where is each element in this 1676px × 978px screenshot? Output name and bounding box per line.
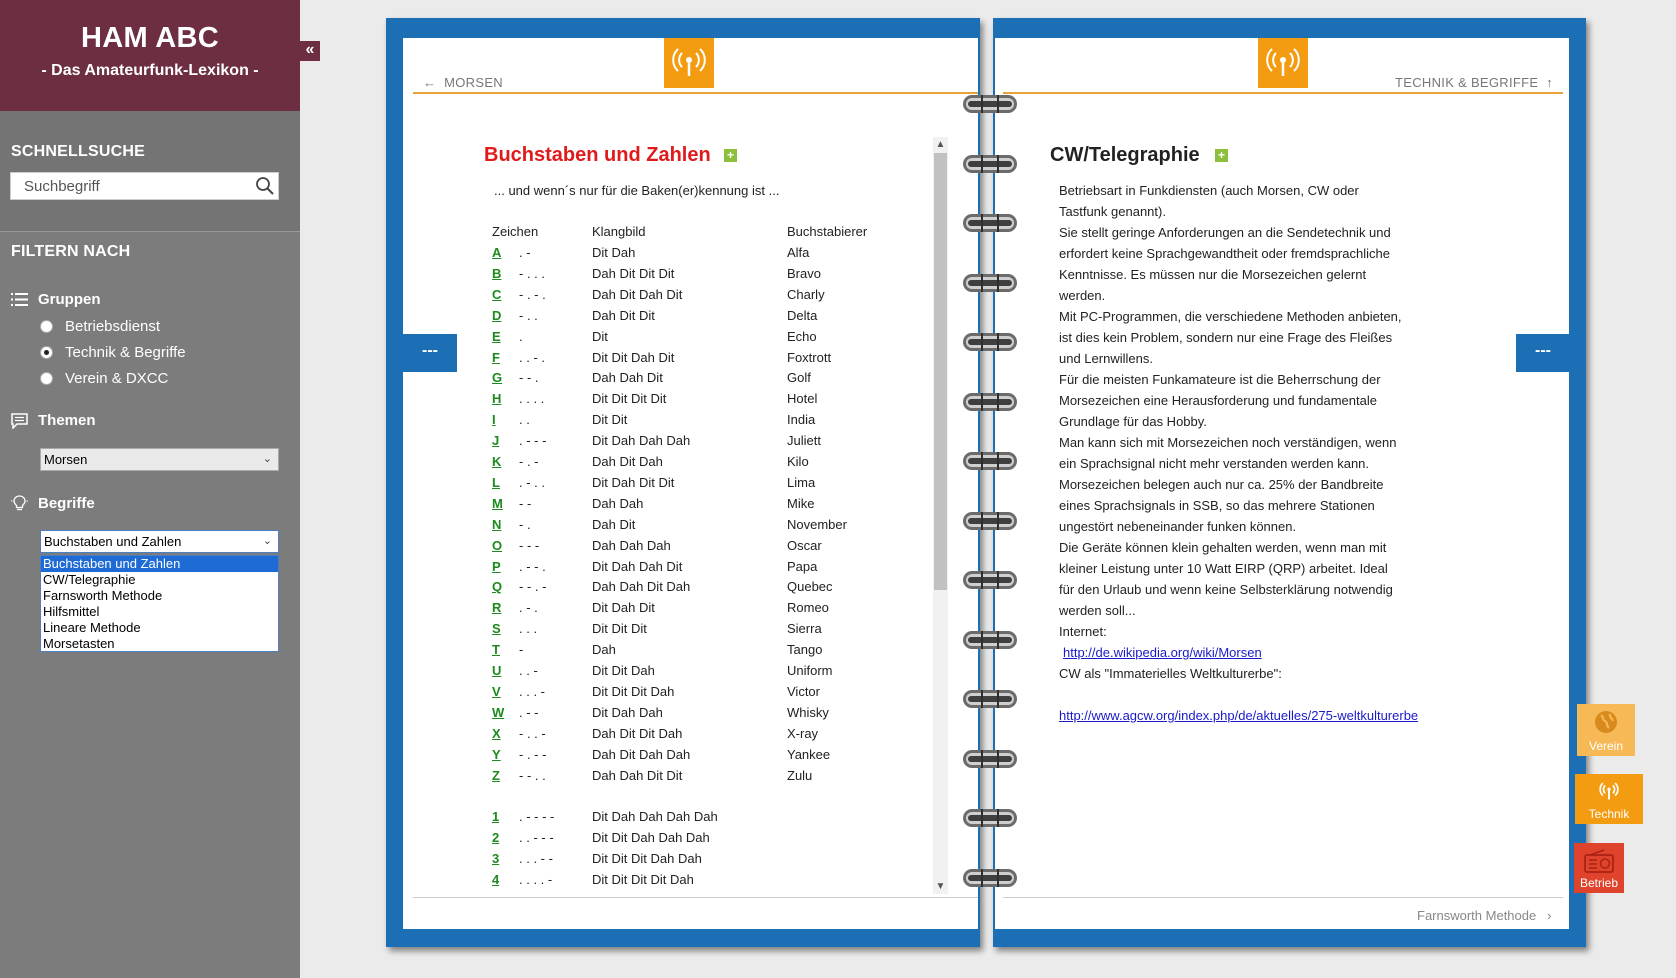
article-line: Tastfunk genannt).: [1059, 204, 1166, 219]
morse-letter-link[interactable]: S: [492, 621, 501, 637]
morse-sound: Dit Dah Dit Dit: [592, 474, 675, 490]
antenna-icon: [1595, 777, 1623, 805]
spelling-word: Echo: [787, 328, 817, 344]
binder-ring: [962, 629, 1018, 651]
article-line: Die Geräte können klein gehalten werden, wenn man mit: [1059, 540, 1387, 555]
right-page-title: CW/Telegraphie: [1050, 144, 1200, 166]
spelling-word: Lima: [787, 474, 816, 490]
morse-code: . -: [519, 245, 531, 260]
morse-letter-link[interactable]: V: [492, 683, 501, 699]
themes-select-value: Morsen: [44, 452, 88, 467]
article-line: ungestört nebeneinander funken können.: [1059, 519, 1297, 534]
article-line: erfordert keine Sprachgewandtheit oder fremdsprachliche: [1059, 246, 1390, 261]
morse-code: - . - -: [519, 746, 547, 762]
app-title: HAM ABC: [81, 22, 219, 54]
article-line: für den Urlaub und wenn keine Selbsterklärung notwendig: [1059, 582, 1393, 597]
morse-sound: Dah Dit Dit: [592, 307, 655, 323]
morse-letter-link[interactable]: U: [492, 663, 502, 678]
back-link-label: MORSEN: [444, 75, 503, 90]
morse-code: . . . .: [519, 391, 545, 407]
morse-letter-link[interactable]: W: [492, 704, 505, 720]
article-line: Betriebsart in Funkdiensten (auch Morsen, CW oder: [1059, 183, 1359, 198]
morse-code: - .: [519, 516, 531, 532]
article-line: Morsezeichen belegen auch nur ca. 25% der Bandbreite: [1059, 477, 1384, 492]
spelling-word: Juliett: [787, 433, 821, 449]
spelling-word: Uniform: [787, 663, 833, 678]
group-option-label: Betriebsdienst: [65, 318, 161, 335]
morse-code: - -: [519, 495, 532, 511]
morse-letter-link[interactable]: N: [492, 516, 502, 532]
article-line: kleiner Leistung unter 10 Watt EIRP (QRP) arbeitet. Ideal: [1059, 561, 1388, 576]
article-line: Internet:: [1059, 624, 1107, 639]
morse-sound: Dit Dit Dit Dah: [592, 683, 675, 699]
morse-letter-link[interactable]: F: [492, 349, 500, 365]
terms-select-value: Buchstaben und Zahlen: [44, 534, 182, 549]
themes-heading: [11, 412, 96, 429]
search-icon[interactable]: [255, 176, 275, 196]
terms-dropdown-list: [40, 555, 279, 652]
morse-sound: Dah Dah Dit: [592, 370, 663, 386]
agcw-link[interactable]: http://www.agcw.org/index.php/de/aktuelles/275-weltkulturerbe: [1059, 708, 1419, 723]
next-article-link[interactable]: [1417, 908, 1551, 923]
column-header: Klangbild: [592, 224, 646, 239]
morse-code: . . -: [519, 663, 538, 678]
morse-code: . - .: [519, 600, 538, 616]
morse-letter-link[interactable]: Q: [492, 579, 503, 595]
spelling-word: Tango: [787, 642, 823, 658]
morse-sound: Dit Dah Dah: [592, 704, 663, 720]
right-side-tab[interactable]: ---: [1516, 334, 1570, 372]
morse-letter-link[interactable]: X: [492, 725, 501, 741]
article-line: Mit PC-Programmen, die verschiedene Methoden anbieten,: [1059, 309, 1402, 324]
morse-letter-link[interactable]: R: [492, 600, 502, 616]
left-page-title: Buchstaben und Zahlen: [484, 144, 711, 166]
column-header: Buchstabierer: [787, 224, 868, 239]
morse-code: . - -: [519, 704, 539, 720]
group-option-label: Technik & Begriffe: [65, 344, 186, 361]
morse-code: .: [519, 328, 523, 344]
morse-code: - . . .: [519, 265, 545, 281]
morse-code: . . . . -: [519, 872, 553, 887]
morse-sound: Dah Dah Dit Dit: [592, 767, 683, 783]
morse-code: - . .: [519, 307, 538, 323]
themes-label: Themen: [38, 412, 96, 429]
morse-letter-link[interactable]: I: [492, 412, 496, 428]
right-top-rule: [1003, 92, 1563, 94]
expand-plus-icon[interactable]: +: [1215, 149, 1228, 162]
verein-label: Verein: [1588, 739, 1624, 753]
arrow-up-icon: ↑: [1546, 75, 1554, 90]
morse-sound: Dah Dit Dah Dit: [592, 286, 683, 302]
morse-letter-link[interactable]: T: [492, 642, 500, 658]
dropdown-option[interactable]: Farnsworth Methode: [43, 588, 163, 603]
dropdown-option[interactable]: Hilfsmittel: [43, 604, 100, 619]
morse-sound: Dit Dah Dah Dit: [592, 558, 683, 574]
spelling-word: Yankee: [787, 746, 831, 762]
spelling-word: Kilo: [787, 454, 809, 469]
spelling-word: Quebec: [787, 579, 833, 595]
morse-code: -: [519, 642, 524, 658]
betrieb-label: Betrieb: [1579, 876, 1619, 890]
morse-sound: Dit Dah Dah Dah: [592, 433, 691, 449]
spelling-word: Whisky: [787, 704, 829, 720]
comment-icon: [11, 413, 28, 429]
search-input[interactable]: [11, 173, 246, 199]
dropdown-option[interactable]: CW/Telegraphie: [43, 572, 136, 587]
morse-code: . - . .: [519, 474, 545, 490]
expand-plus-icon[interactable]: +: [724, 149, 737, 162]
article-line: Morsezeichen eine Herausforderung und fundamentale: [1059, 393, 1377, 408]
antenna-icon: [664, 38, 714, 88]
binder-ring: [962, 212, 1018, 234]
globe-icon: [1593, 709, 1619, 735]
left-side-tab[interactable]: ---: [403, 334, 457, 372]
morse-letter-link[interactable]: Z: [492, 767, 500, 783]
morse-letter-link[interactable]: M: [492, 495, 503, 511]
spelling-word: Zulu: [787, 767, 813, 783]
morse-sound: Dah Dah Dah: [592, 537, 671, 553]
article-lines: [1059, 180, 1419, 642]
morse-code: . .: [519, 412, 530, 428]
morse-letter-link[interactable]: P: [492, 558, 501, 574]
morse-code: - - -: [519, 537, 540, 553]
morse-code: . . .: [519, 621, 538, 637]
morse-letter-link[interactable]: D: [492, 307, 502, 323]
list-icon: [11, 292, 28, 307]
spelling-word: Hotel: [787, 391, 818, 407]
morse-sound: Dit Dit Dit Dah Dah: [592, 851, 702, 867]
group-option-betriebsdienst[interactable]: [40, 318, 160, 335]
morse-sound: Dit Dit Dah Dah Dah: [592, 830, 710, 846]
scroll-up-icon[interactable]: ▲: [935, 139, 946, 150]
article-line: Für die meisten Funkamateure ist die Beherrschung der: [1059, 372, 1381, 387]
morse-letter-link[interactable]: J: [492, 433, 500, 449]
article-line: ein Sprachsignal nicht mehr verstanden werden kann.: [1059, 456, 1370, 471]
lightbulb-icon: [11, 494, 28, 512]
morse-letter-link[interactable]: L: [492, 474, 500, 490]
left-bottom-rule: [413, 897, 978, 898]
spelling-word: Foxtrott: [787, 349, 832, 365]
morse-sound: Dit Dit Dah Dit: [592, 349, 675, 365]
group-option-technik[interactable]: [40, 344, 186, 361]
column-header: Zeichen: [492, 224, 539, 239]
morse-code: . . . - -: [519, 851, 553, 867]
article-line: werden soll...: [1059, 603, 1136, 618]
group-option-label: Verein & DXCC: [65, 370, 169, 387]
morse-letter-link[interactable]: E: [492, 328, 501, 344]
collapse-sidebar-button[interactable]: «: [300, 41, 320, 61]
morse-letter-link[interactable]: H: [492, 391, 502, 407]
morse-sound: Dah: [592, 642, 616, 658]
spelling-word: Bravo: [787, 265, 821, 281]
article-line: werden.: [1059, 288, 1106, 303]
morse-number-link[interactable]: 4: [492, 872, 500, 887]
scrollbar-thumb[interactable]: [934, 153, 947, 590]
morse-sound: Dit Dit Dit Dit: [592, 391, 667, 407]
dropdown-option[interactable]: Lineare Methode: [43, 620, 141, 635]
morse-sound: Dah Dit Dit Dit: [592, 265, 675, 281]
chevron-down-icon: ⌄: [262, 535, 272, 547]
article-line: Man kann sich mit Morsezeichen noch verständigen, wenn: [1059, 435, 1397, 450]
morse-sound: Dah Dah Dit Dah: [592, 579, 691, 595]
radio-button[interactable]: [40, 372, 53, 385]
chevron-right-icon: ›: [1547, 908, 1552, 923]
spelling-word: Victor: [787, 683, 820, 699]
morse-letter-link[interactable]: G: [492, 370, 503, 386]
spelling-word: Charly: [787, 286, 825, 302]
spelling-word: India: [787, 412, 816, 428]
morse-sound: Dit Dit Dah: [592, 663, 655, 678]
groups-label: Gruppen: [38, 291, 101, 308]
article-body: [1059, 180, 1419, 726]
binder-ring: [962, 748, 1018, 770]
sidebar: [0, 0, 300, 978]
binder-ring: [962, 569, 1018, 591]
right-bottom-rule: [1003, 897, 1563, 898]
morse-code: - - .: [519, 370, 539, 386]
spelling-word: Mike: [787, 495, 815, 511]
up-link-label: TECHNIK & BEGRIFFE: [1395, 75, 1539, 90]
article-line: Sie stellt geringe Anforderungen an die Sendetechnik und: [1059, 225, 1391, 240]
morse-code: - - . -: [519, 579, 547, 595]
spelling-word: Delta: [787, 307, 818, 323]
technik-label: Technik: [1588, 807, 1630, 821]
betrieb-button[interactable]: [1574, 843, 1624, 893]
binder-ring: [962, 450, 1018, 472]
morse-number-link[interactable]: 3: [492, 851, 500, 867]
brand-header[interactable]: [0, 0, 300, 111]
terms-select[interactable]: [40, 530, 279, 553]
left-page-subtitle: ... und wenn´s nur für die Baken(er)kennung ist ...: [494, 183, 780, 198]
morse-sound: Dit: [592, 328, 608, 344]
themes-select[interactable]: [40, 448, 279, 471]
radio-button[interactable]: [40, 320, 53, 333]
morse-code: - - . .: [519, 767, 546, 783]
morse-number-link[interactable]: 1: [492, 809, 500, 825]
morse-sound: Dah Dah: [592, 495, 644, 511]
sidebar-divider: [0, 231, 300, 232]
morse-code: . . - - -: [519, 830, 554, 846]
group-option-verein[interactable]: [40, 370, 168, 387]
morse-letter-link[interactable]: C: [492, 286, 502, 302]
left-top-rule: [413, 92, 978, 94]
binder-ring: [962, 807, 1018, 829]
morse-letter-link[interactable]: A: [492, 245, 502, 260]
morse-code: - . -: [519, 454, 539, 469]
morse-letter-link[interactable]: K: [492, 454, 502, 469]
morse-sound: Dit Dah Dah Dah Dah: [592, 809, 718, 825]
article-line: Grundlage für das Hobby.: [1059, 414, 1207, 429]
binder-ring: [962, 272, 1018, 294]
morse-sound: Dah Dit: [592, 516, 636, 532]
radio-icon: [1584, 849, 1614, 873]
radio-button-selected[interactable]: [40, 346, 53, 359]
binder-ring: [962, 93, 1018, 115]
morse-code: . . . -: [519, 683, 545, 699]
spelling-word: Papa: [787, 558, 818, 574]
morse-code: . - - .: [519, 558, 546, 574]
binder-ring: [962, 391, 1018, 413]
filter-heading: FILTERN NACH: [11, 243, 131, 260]
morse-sound: Dit Dah: [592, 245, 636, 260]
spelling-word: Romeo: [787, 600, 829, 616]
spelling-word: November: [787, 516, 847, 532]
morse-number-link[interactable]: 2: [492, 830, 500, 846]
spelling-word: Golf: [787, 370, 811, 386]
chevron-down-icon: ⌄: [262, 453, 272, 465]
morse-sound: Dit Dit Dit: [592, 621, 647, 637]
article-line: Kenntnisse. Es müssen nur die Morsezeichen gelernt: [1059, 267, 1367, 282]
morse-sound: Dit Dah Dit: [592, 600, 655, 616]
article-line: und Lernwillens.: [1059, 351, 1153, 366]
morse-code: . - - - -: [519, 809, 555, 825]
next-link-label: Farnsworth Methode: [1417, 908, 1537, 923]
back-link[interactable]: [423, 75, 503, 90]
wikipedia-link[interactable]: http://de.wikipedia.org/wiki/Morsen: [1063, 645, 1262, 660]
article-line: eines Sprachsignals in SSB, so das mehrere Stationen: [1059, 498, 1375, 513]
article-line: CW als "Immaterielles Weltkulturerbe":: [1059, 666, 1282, 681]
binder-ring: [962, 688, 1018, 710]
technik-button[interactable]: [1575, 774, 1643, 824]
dropdown-option[interactable]: Buchstaben und Zahlen: [41, 556, 278, 572]
morse-sound: Dah Dit Dah: [592, 454, 663, 469]
groups-heading: [11, 291, 101, 308]
morse-letter-link[interactable]: Y: [492, 746, 501, 762]
morse-sound: Dit Dit Dit Dit Dah: [592, 872, 694, 887]
morse-code: - . . -: [519, 725, 546, 741]
verein-button[interactable]: [1577, 704, 1635, 756]
search-box: [10, 172, 279, 200]
morse-letter-link[interactable]: B: [492, 265, 502, 281]
morse-code: . - - -: [519, 433, 547, 449]
morse-sound: Dah Dit Dit Dah: [592, 725, 683, 741]
arrow-left-icon: ←: [423, 75, 437, 90]
antenna-icon: [1258, 38, 1308, 88]
binder-ring: [962, 331, 1018, 353]
app-subtitle: - Das Amateurfunk-Lexikon -: [41, 62, 259, 79]
binder-ring: [962, 153, 1018, 175]
scroll-down-icon[interactable]: ▼: [935, 881, 946, 892]
morse-code: . . - .: [519, 349, 545, 365]
dropdown-option[interactable]: Morsetasten: [43, 636, 115, 651]
morse-code: - . - .: [519, 286, 546, 302]
morse-sound: Dit Dit: [592, 412, 628, 428]
terms-label: Begriffe: [38, 494, 95, 512]
quick-search-heading: SCHNELLSUCHE: [11, 143, 145, 160]
binder-ring: [962, 867, 1018, 889]
spelling-word: Alfa: [787, 245, 810, 260]
morse-sound: Dah Dit Dah Dah: [592, 746, 691, 762]
article-line: ist dies kein Problem, sondern nur eine Frage des Fleißes: [1059, 330, 1393, 345]
spelling-word: X-ray: [787, 725, 819, 741]
spelling-word: Sierra: [787, 621, 822, 637]
binder-ring: [962, 510, 1018, 532]
morse-letter-link[interactable]: O: [492, 537, 503, 553]
spelling-word: Oscar: [787, 537, 822, 553]
left-page: [403, 38, 978, 929]
terms-heading: [11, 494, 95, 512]
up-link[interactable]: [1395, 75, 1553, 90]
